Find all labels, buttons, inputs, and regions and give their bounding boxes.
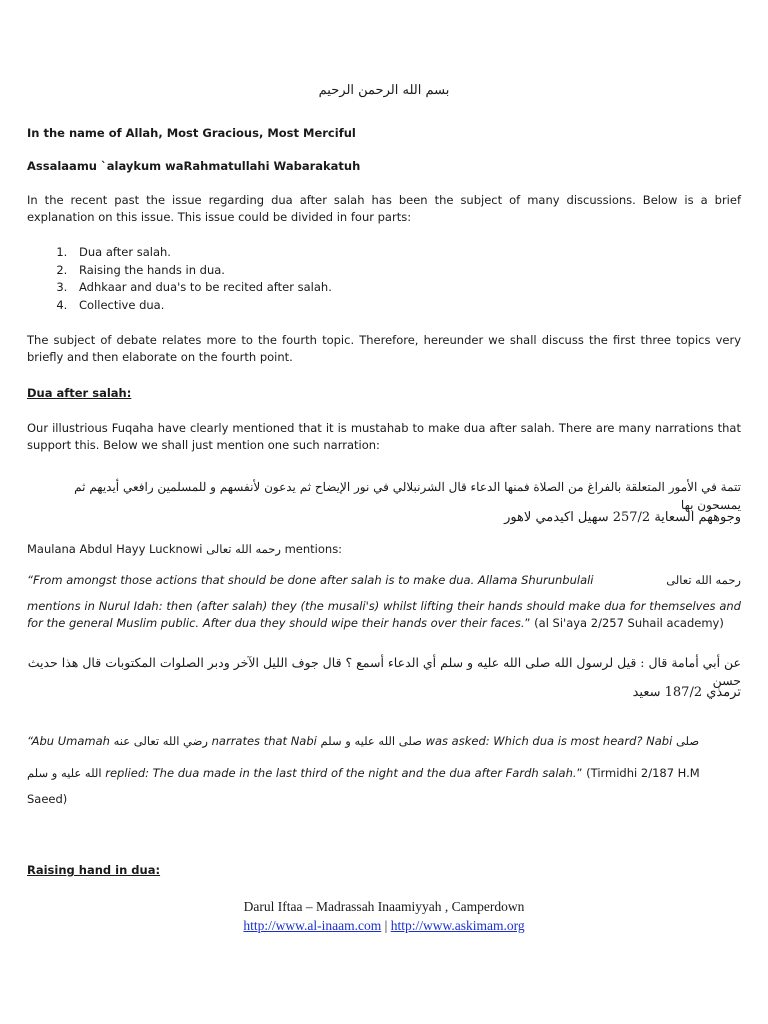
hadith-d: replied: The dua made in the last third of the night and the dua after Fardh salah. bbox=[105, 766, 577, 780]
quote-line1-text: “From amongst those actions that should be done after salah is to make dua. Allama Shurunbulali bbox=[27, 573, 594, 587]
hadith-line-1 bbox=[27, 733, 741, 750]
quote-body: mentions in Nurul Idah: then (after salah) they (the musali's) whilst lifting their hands should make dua for themselves and for the general Muslim public. After dua they should wipe their hands over their faces. bbox=[27, 599, 741, 630]
quote-paragraph bbox=[27, 598, 741, 632]
arabic-text-3: عن أبي أمامة قال : قيل لرسول الله صلى الله عليه و سلم أي الدعاء أسمع ؟ قال جوف الليل الآخر ودبر الصلوات المكتوبات قال هذا حديث حسن bbox=[27, 655, 741, 688]
list-item: 4. Collective dua. bbox=[71, 297, 741, 315]
mentions-tail: mentions: bbox=[284, 542, 343, 556]
mentions-arabic: رحمه الله تعالى bbox=[206, 542, 281, 556]
mentions-line bbox=[27, 541, 741, 558]
hadith-b: narrates that Nabi bbox=[211, 734, 317, 748]
hadith-d-arabic: الله عليه و سلم bbox=[27, 766, 102, 780]
mentions-name: Maulana Abdul Hayy Lucknowi bbox=[27, 542, 203, 556]
arabic-text-4: ترمذي 187/2 سعيد bbox=[632, 685, 741, 700]
footer-links bbox=[0, 917, 768, 935]
parts-list bbox=[27, 244, 741, 314]
quote-line1-arabic: رحمه الله تعالى bbox=[666, 573, 741, 587]
hadith-paragraph bbox=[27, 760, 741, 812]
hadith-b-arabic: صلى الله عليه و سلم bbox=[320, 734, 422, 748]
section-heading-raising-hand: Raising hand in dua: bbox=[27, 863, 161, 877]
quote-reference: ” (al Si'aya 2/257 Suhail academy) bbox=[524, 616, 724, 630]
arabic-text-2: وجوههم السعاية 257/2 سهيل اكيدمي لاهور bbox=[504, 510, 741, 525]
hadith-a-arabic: رضي الله تعالى عنه bbox=[113, 734, 208, 748]
footer-separator: | bbox=[381, 918, 391, 933]
hadith-c: was asked: Which dua is most heard? Nabi bbox=[425, 734, 673, 748]
footer-org: Darul Iftaa – Madrassah Inaamiyyah , Camperdown bbox=[243, 899, 525, 914]
debate-paragraph: The subject of debate relates more to the fourth topic. Therefore, hereunder we shall discuss the first three topics very briefly and then elaborate on the fourth point. bbox=[27, 333, 741, 364]
section-heading-dua-after-salah: Dua after salah: bbox=[27, 386, 132, 400]
section1-body: Our illustrious Fuqaha have clearly mentioned that it is mustahab to make dua after salah. There are many narrations that support this. Below we shall just mention one such narration: bbox=[27, 421, 741, 452]
page-title: In the name of Allah, Most Gracious, Most Merciful bbox=[27, 126, 356, 140]
hadith-reference: ” (Tirmidhi 2/187 H.M Saeed) bbox=[27, 766, 700, 806]
hadith-c-arabic: صلى bbox=[675, 734, 700, 748]
arabic-text-1: تتمة في الأمور المتعلقة بالفراغ من الصلاة فمنها الدعاء قال الشرنبلالي في نور الإيضاح ثم يدعون لأنفسهم و للمسلمين رافعي أيديهم ثم يمسحون بها bbox=[74, 480, 741, 512]
bismillah: بسم الله الرحمن الرحيم bbox=[318, 83, 450, 98]
footer-link-askimam[interactable]: http://www.askimam.org bbox=[390, 918, 525, 933]
list-item: 3. Adhkaar and dua's to be recited after salah. bbox=[71, 279, 741, 297]
footer-link-al-inaam[interactable]: http://www.al-inaam.com bbox=[243, 918, 382, 933]
greeting: Assalaamu `alaykum waRahmatullahi Wabarakatuh bbox=[27, 159, 361, 173]
list-item: 2. Raising the hands in dua. bbox=[71, 262, 741, 280]
list-item: 1. Dua after salah. bbox=[71, 244, 741, 262]
intro-paragraph: In the recent past the issue regarding dua after salah has been the subject of many discussions. Below is a brief explanation on this issue. This issue could be divided in four parts: bbox=[27, 193, 741, 224]
quote-line-1 bbox=[27, 572, 741, 589]
hadith-a: “Abu Umamah bbox=[27, 734, 110, 748]
